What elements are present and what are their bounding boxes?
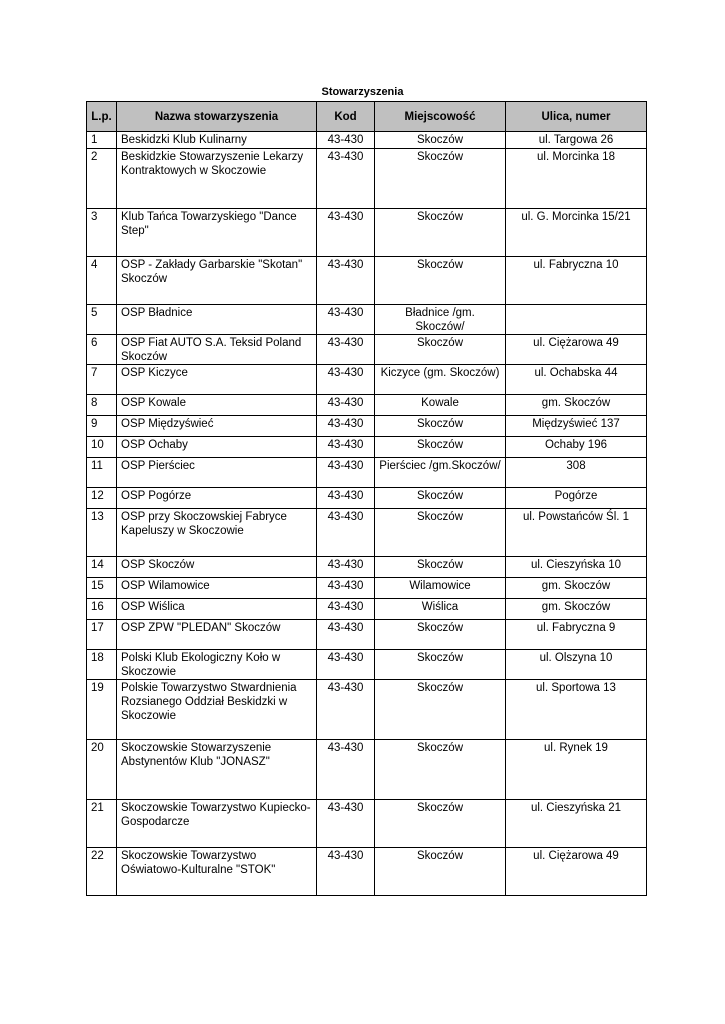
cell-lp: 11	[87, 458, 117, 488]
table-row	[87, 488, 647, 509]
table-row	[87, 620, 647, 650]
cell-code: 43-430	[317, 557, 375, 578]
cell-street: ul. Ciężarowa 49	[506, 848, 647, 896]
cell-name: OSP Skoczów	[117, 557, 317, 578]
table-row	[87, 848, 647, 896]
cell-lp: 1	[87, 132, 117, 149]
table-row	[87, 557, 647, 578]
cell-code: 43-430	[317, 599, 375, 620]
table-row	[87, 395, 647, 416]
cell-name: OSP Kiczyce	[117, 365, 317, 395]
cell-code: 43-430	[317, 578, 375, 599]
cell-code: 43-430	[317, 458, 375, 488]
cell-street	[506, 305, 647, 335]
cell-street: ul. Fabryczna 10	[506, 257, 647, 305]
cell-street: Ochaby 196	[506, 437, 647, 458]
cell-street: ul. Cieszyńska 10	[506, 557, 647, 578]
cell-street: ul. Sportowa 13	[506, 680, 647, 740]
cell-lp: 4	[87, 257, 117, 305]
cell-lp: 6	[87, 335, 117, 365]
cell-street: Pogórze	[506, 488, 647, 509]
cell-name: OSP Fiat AUTO S.A. Teksid Poland Skoczów	[117, 335, 317, 365]
cell-code: 43-430	[317, 365, 375, 395]
cell-name: OSP Wilamowice	[117, 578, 317, 599]
table-row	[87, 365, 647, 395]
cell-code: 43-430	[317, 335, 375, 365]
table-row	[87, 257, 647, 305]
cell-street: ul. Powstańców Śl. 1	[506, 509, 647, 557]
cell-city: Wiślica	[375, 599, 506, 620]
cell-lp: 16	[87, 599, 117, 620]
cell-code: 43-430	[317, 740, 375, 800]
cell-name: Klub Tańca Towarzyskiego "Dance Step"	[117, 209, 317, 257]
cell-lp: 21	[87, 800, 117, 848]
cell-street: ul. G. Morcinka 15/21	[506, 209, 647, 257]
cell-lp: 7	[87, 365, 117, 395]
cell-lp: 22	[87, 848, 117, 896]
cell-lp: 19	[87, 680, 117, 740]
table-header	[87, 102, 647, 132]
table-row	[87, 509, 647, 557]
cell-city: Kowale	[375, 395, 506, 416]
cell-name: Beskidzki Klub Kulinarny	[117, 132, 317, 149]
cell-name: OSP - Zakłady Garbarskie "Skotan" Skoczów	[117, 257, 317, 305]
cell-city: Skoczów	[375, 209, 506, 257]
cell-street: ul. Olszyna 10	[506, 650, 647, 680]
header-row	[87, 102, 647, 132]
cell-street: gm. Skoczów	[506, 395, 647, 416]
cell-code: 43-430	[317, 257, 375, 305]
header-street: Ulica, numer	[506, 102, 647, 132]
cell-street: ul. Fabryczna 9	[506, 620, 647, 650]
cell-city: Skoczów	[375, 257, 506, 305]
cell-street: gm. Skoczów	[506, 578, 647, 599]
header-city: Miejscowość	[375, 102, 506, 132]
header-name: Nazwa stowarzyszenia	[117, 102, 317, 132]
cell-name: OSP Pierściec	[117, 458, 317, 488]
cell-lp: 12	[87, 488, 117, 509]
table-row	[87, 650, 647, 680]
cell-code: 43-430	[317, 800, 375, 848]
cell-lp: 10	[87, 437, 117, 458]
cell-city: Skoczów	[375, 437, 506, 458]
cell-city: Skoczów	[375, 620, 506, 650]
cell-lp: 20	[87, 740, 117, 800]
cell-street: ul. Rynek 19	[506, 740, 647, 800]
cell-code: 43-430	[317, 305, 375, 335]
cell-name: OSP Kowale	[117, 395, 317, 416]
table-row	[87, 599, 647, 620]
table-row	[87, 305, 647, 335]
cell-lp: 9	[87, 416, 117, 437]
cell-street: 308	[506, 458, 647, 488]
cell-lp: 14	[87, 557, 117, 578]
table-row	[87, 437, 647, 458]
cell-city: Skoczów	[375, 557, 506, 578]
cell-lp: 13	[87, 509, 117, 557]
cell-city: Bładnice /gm. Skoczów/	[375, 305, 506, 335]
cell-lp: 8	[87, 395, 117, 416]
table-row	[87, 800, 647, 848]
cell-lp: 15	[87, 578, 117, 599]
cell-city: Skoczów	[375, 740, 506, 800]
cell-code: 43-430	[317, 395, 375, 416]
cell-city: Skoczów	[375, 650, 506, 680]
cell-code: 43-430	[317, 848, 375, 896]
cell-code: 43-430	[317, 149, 375, 209]
cell-city: Skoczów	[375, 335, 506, 365]
cell-city: Skoczów	[375, 132, 506, 149]
document-title: Stowarzyszenia	[321, 86, 404, 98]
table-row	[87, 578, 647, 599]
cell-city: Skoczów	[375, 680, 506, 740]
cell-city: Skoczów	[375, 848, 506, 896]
table-body	[87, 132, 647, 896]
cell-name: Polskie Towarzystwo Stwardnienia Rozsianego Oddział Beskidzki w Skoczowie	[117, 680, 317, 740]
cell-lp: 17	[87, 620, 117, 650]
cell-code: 43-430	[317, 680, 375, 740]
table-row	[87, 209, 647, 257]
cell-name: OSP Wiślica	[117, 599, 317, 620]
cell-street: ul. Ochabska 44	[506, 365, 647, 395]
cell-code: 43-430	[317, 488, 375, 509]
cell-street: Międzyświeć 137	[506, 416, 647, 437]
cell-street: ul. Targowa 26	[506, 132, 647, 149]
header-lp: L.p.	[87, 102, 117, 132]
cell-name: OSP Ochaby	[117, 437, 317, 458]
cell-name: OSP Bładnice	[117, 305, 317, 335]
cell-city: Skoczów	[375, 488, 506, 509]
table-row	[87, 335, 647, 365]
cell-city: Skoczów	[375, 800, 506, 848]
cell-name: OSP ZPW "PLEDAN" Skoczów	[117, 620, 317, 650]
cell-name: OSP przy Skoczowskiej Fabryce Kapeluszy w Skoczowie	[117, 509, 317, 557]
cell-city: Skoczów	[375, 149, 506, 209]
cell-street: ul. Ciężarowa 49	[506, 335, 647, 365]
cell-lp: 3	[87, 209, 117, 257]
table-row	[87, 740, 647, 800]
cell-city: Skoczów	[375, 509, 506, 557]
cell-name: Polski Klub Ekologiczny Koło w Skoczowie	[117, 650, 317, 680]
cell-name: Skoczowskie Towarzystwo Oświatowo-Kulturalne "STOK"	[117, 848, 317, 896]
cell-lp: 2	[87, 149, 117, 209]
cell-code: 43-430	[317, 416, 375, 437]
cell-street: ul. Morcinka 18	[506, 149, 647, 209]
header-code: Kod	[317, 102, 375, 132]
cell-city: Pierściec /gm.Skoczów/	[375, 458, 506, 488]
cell-code: 43-430	[317, 650, 375, 680]
cell-name: Skoczowskie Towarzystwo Kupiecko-Gospodarcze	[117, 800, 317, 848]
table-row	[87, 416, 647, 437]
cell-street: ul. Cieszyńska 21	[506, 800, 647, 848]
cell-name: Skoczowskie Stowarzyszenie Abstynentów Klub "JONASZ"	[117, 740, 317, 800]
cell-name: Beskidzkie Stowarzyszenie Lekarzy Kontraktowych w Skoczowie	[117, 149, 317, 209]
cell-name: OSP Międzyświeć	[117, 416, 317, 437]
cell-code: 43-430	[317, 620, 375, 650]
cell-street: gm. Skoczów	[506, 599, 647, 620]
associations-table	[86, 101, 647, 896]
cell-code: 43-430	[317, 509, 375, 557]
table-row	[87, 680, 647, 740]
cell-city: Kiczyce (gm. Skoczów)	[375, 365, 506, 395]
cell-code: 43-430	[317, 132, 375, 149]
table-row	[87, 132, 647, 149]
cell-code: 43-430	[317, 209, 375, 257]
cell-lp: 18	[87, 650, 117, 680]
table-row	[87, 458, 647, 488]
cell-name: OSP Pogórze	[117, 488, 317, 509]
cell-city: Wilamowice	[375, 578, 506, 599]
cell-lp: 5	[87, 305, 117, 335]
table-row	[87, 149, 647, 209]
cell-code: 43-430	[317, 437, 375, 458]
cell-city: Skoczów	[375, 416, 506, 437]
